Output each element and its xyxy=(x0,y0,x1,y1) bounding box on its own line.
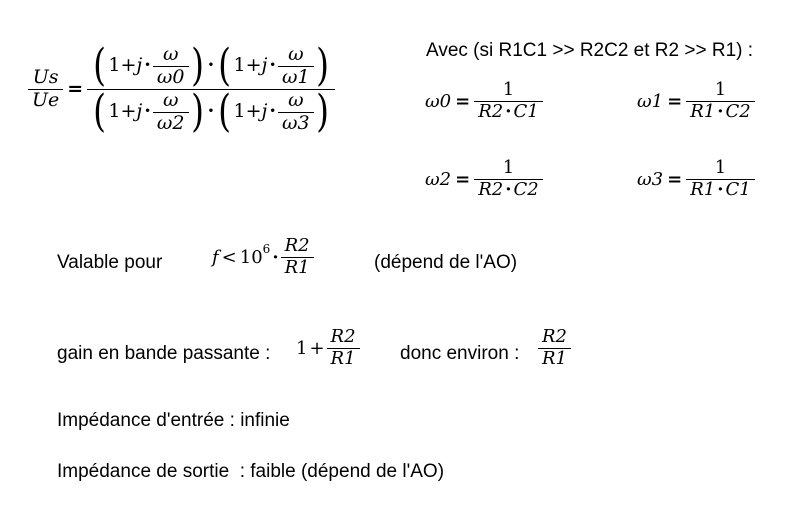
output-impedance: Impédance de sortie : faible (dépend de l'AO) xyxy=(57,461,445,482)
omega0-definition: ω0 = $\frac{1}{R2 \cdot C1}$ xyxy=(425,80,543,122)
rhs-numerator: ( 1 + j · $\frac{\omega}{\omega 0}$ ) · ( 1 + j · $\frac{\omega}{\omega 1}$ ) xyxy=(93,40,329,92)
validity-condition: f < 10 6 · $\frac{R2}{R1}$ xyxy=(212,236,314,278)
approx-label: donc environ : xyxy=(400,343,520,364)
lhs-numerator: Us xyxy=(32,65,59,88)
lhs-fraction xyxy=(28,67,63,112)
gain-expression: 1 + $\frac{R2}{R1}$ xyxy=(296,327,360,369)
equals-sign: = xyxy=(67,78,84,101)
transfer-function xyxy=(28,40,335,138)
approx-gain: $\frac{R2}{R1}$ xyxy=(538,327,571,369)
omega3-definition: ω3 = $\frac{1}{R1 \cdot C1}$ xyxy=(637,158,755,200)
omega1-definition: ω1 = $\frac{1}{R1 \cdot C2}$ xyxy=(637,80,755,122)
gain-label: gain en bande passante : xyxy=(57,343,271,364)
rhs-fraction xyxy=(87,40,335,138)
rhs-denominator: ( 1 + j · $\frac{\omega}{\omega 2}$ ) · ( 1 + j · $\frac{\omega}{\omega 3}$ ) xyxy=(93,86,329,138)
input-impedance: Impédance d'entrée : infinie xyxy=(57,410,290,431)
valid-label: Valable pour xyxy=(57,252,163,273)
omega2-definition: ω2 = $\frac{1}{R2 \cdot C2}$ xyxy=(425,158,543,200)
conditions-text: Avec (si R1C1 >> R2C2 et R2 >> R1) : xyxy=(426,40,754,61)
lhs-denominator: Ue xyxy=(32,88,60,111)
validity-note: (dépend de l'AO) xyxy=(374,252,518,273)
